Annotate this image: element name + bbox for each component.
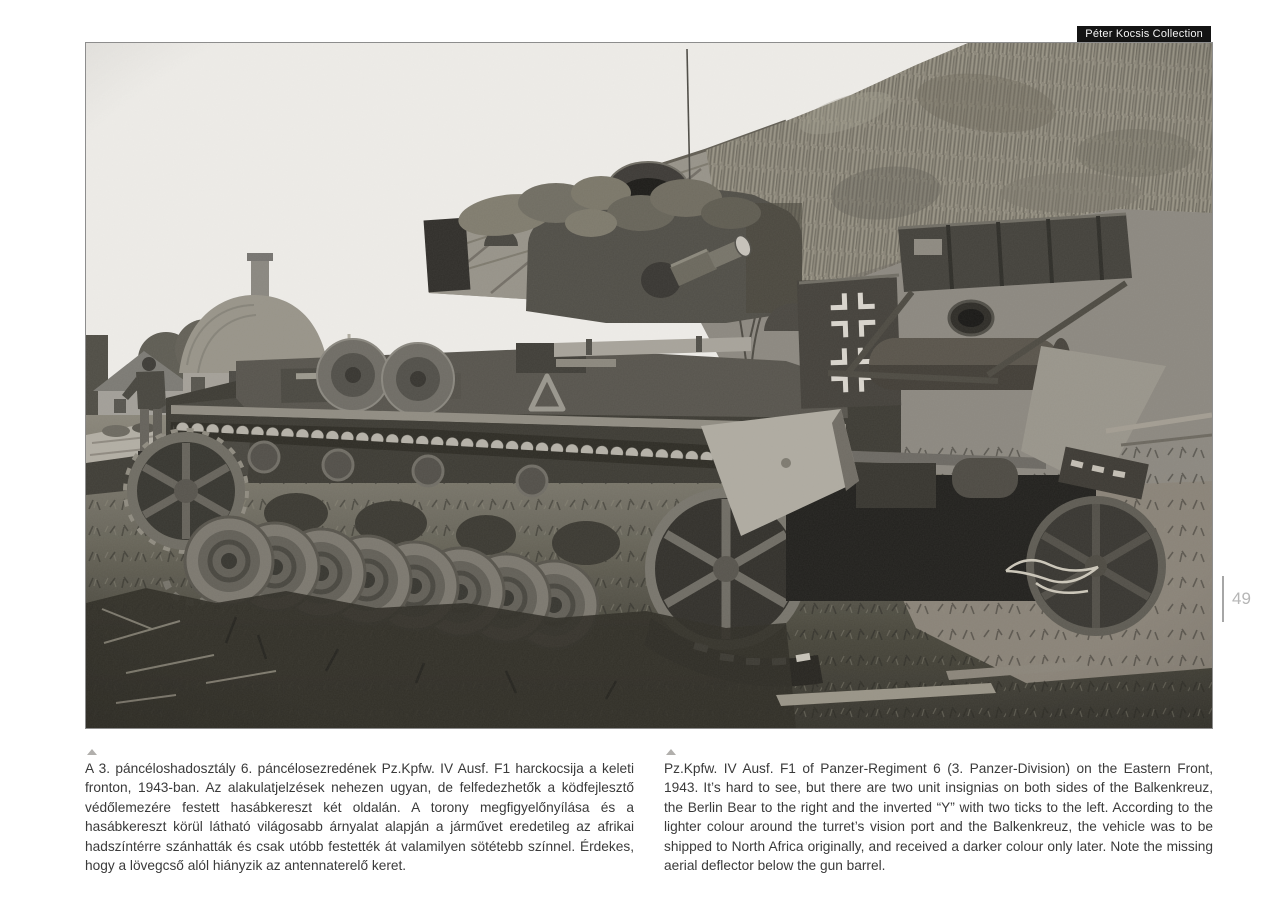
tank-photograph — [85, 42, 1213, 729]
photo-artwork — [86, 43, 1212, 728]
caption-text-hungarian: A 3. páncéloshadosztály 6. páncélosezredének Pz.Kpfw. IV Ausf. F1 harckocsija a keleti fronton, 1943-ban. Az alakulatjelzések nehezen ugyan, de felfedezhetők a ködfejlesztő védőlemezére festett hasábkereszt két oldalán. A torony megfigyelőnyílása és a hasábkereszt körül látható világosabb árnyalat alapján a járművet eredetileg az afrikai hadszíntérre szánhatták és csak utóbb festették át valamilyen sötétebb színnel. Érdekes, hogy a lövegcső alól hiányzik az antennaterelő keret. — [85, 761, 634, 874]
page-number-text: 49 — [1232, 589, 1251, 608]
photo-vignette — [86, 43, 1212, 728]
caption-marker-icon — [87, 749, 97, 755]
caption-english — [664, 749, 1213, 875]
page-number — [1222, 576, 1251, 622]
caption-text-english: Pz.Kpfw. IV Ausf. F1 of Panzer-Regiment 6 (3. Panzer-Division) on the Eastern Front, 1943. It’s hard to see, but there are two unit insignias on both sides of the Balkenkreuz, the Berlin Bear to the right and the inverted “Y” with two ticks to the left. According to the lighter colour around the turret’s vision port and the Balkenkreuz, the vehicle was to be shipped to North Africa originally, and received a darker colour only later. Note the missing aerial deflector below the gun barrel. — [664, 761, 1213, 874]
caption-hungarian — [85, 749, 634, 875]
photo-credit-text: Péter Kocsis Collection — [1085, 28, 1203, 40]
caption-marker-icon — [666, 749, 676, 755]
